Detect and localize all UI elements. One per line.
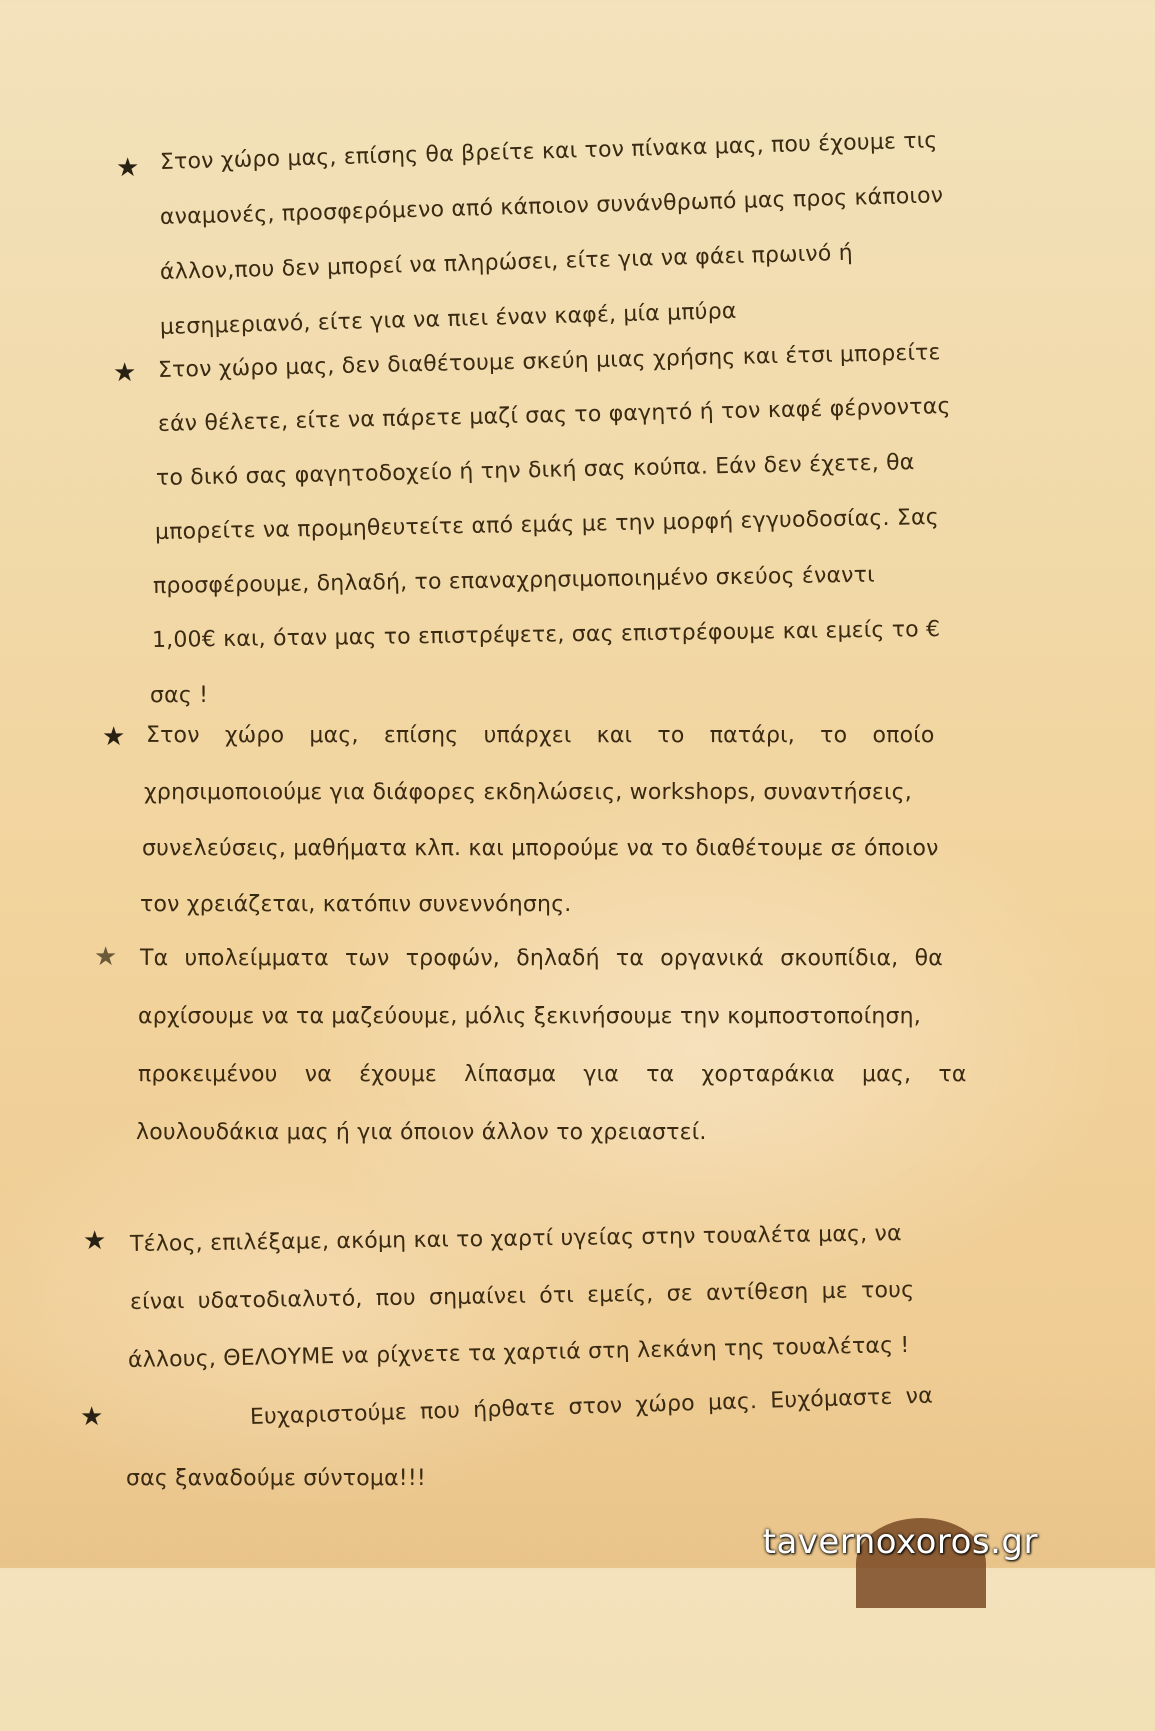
- text-line: χρησιμοποιούμε για διάφορες εκδηλώσεις, workshops, συναντήσεις,: [144, 780, 912, 805]
- text-line: αρχίσουμε να τα μαζεύουμε, μόλις ξεκινήσουμε την κομποστοποίηση,: [138, 1004, 921, 1029]
- text-line: Τέλος, επιλέξαμε, ακόμη και το χαρτί υγείας στην τουαλέτα μας, να: [129, 1221, 902, 1257]
- text-line: Στον χώρο μας, δεν διαθέτουμε σκεύη μιας χρήσης και έτσι μπορείτε: [157, 340, 941, 383]
- star-bullet-icon: ★: [80, 1402, 104, 1432]
- star-bullet-icon: ★: [102, 722, 126, 752]
- text-line: το δικό σας φαγητοδοχείο ή την δική σας κούπα. Εάν δεν έχετε, θα: [155, 450, 915, 491]
- text-line: προσφέρουμε, δηλαδή, το επαναχρησιμοποιημένο σκεύος έναντι: [152, 562, 875, 599]
- star-bullet-icon: ★: [113, 358, 137, 388]
- text-line: μπορείτε να προμηθευτείτε από εμάς με την μορφή εγγυοδοσίας. Σας: [154, 504, 940, 545]
- text-line: Στον χώρο μας, επίσης υπάρχει και το πατάρι, το οποίο: [146, 723, 935, 748]
- text-line: Τα υπολείμματα των τροφών, δηλαδή τα οργανικά σκουπίδια, θα: [140, 946, 943, 971]
- text-line: Στον χώρο μας, επίσης θα βρείτε και τον πίνακα μας, που έχουμε τις: [159, 128, 938, 175]
- text-line: μεσημεριανό, είτε για να πιει έναν καφέ, μία μπύρα: [159, 298, 737, 340]
- text-line: είναι υδατοδιαλυτό, που σημαίνει ότι εμείς, σε αντίθεση με τους: [129, 1277, 915, 1315]
- text-line: αναμονές, προσφερόμενο από κάποιον συνάνθρωπό μας προς κάποιον: [159, 183, 944, 230]
- text-line: τον χρειάζεται, κατόπιν συνεννόησης.: [140, 892, 572, 917]
- text-line: λουλουδάκια μας ή για όποιον άλλον το χρειαστεί.: [136, 1120, 707, 1145]
- text-line: Ευχαριστούμε που ήρθατε στον χώρο μας. Ευχόμαστε να: [249, 1383, 934, 1430]
- text-line: σας !: [150, 683, 209, 708]
- star-bullet-icon: ★: [94, 942, 118, 972]
- text-line: εάν θέλετε, είτε να πάρετε μαζί σας το φαγητό ή τον καφέ φέρνοντας: [157, 394, 951, 437]
- star-bullet-icon: ★: [83, 1226, 107, 1256]
- star-bullet-icon: ★: [116, 153, 140, 183]
- site-watermark: tavernoxoros.gr: [762, 1522, 1038, 1562]
- text-line: συνελεύσεις, μαθήματα κλπ. και μπορούμε να το διαθέτουμε σε όποιον: [142, 836, 939, 861]
- text-line: 1,00€ και, όταν μας το επιστρέψετε, σας επιστρέφουμε και εμείς το €: [151, 616, 941, 653]
- text-line: άλλους, ΘΕΛΟΥΜΕ να ρίχνετε τα χαρτιά στη λεκάνη της τουαλέτας !: [127, 1332, 910, 1373]
- text-line: άλλον,που δεν μπορεί να πληρώσει, είτε για να φάει πρωινό ή: [159, 240, 854, 285]
- text-line: σας ξαναδούμε σύντομα!!!: [126, 1466, 426, 1491]
- text-line: προκειμένου να έχουμε λίπασμα για τα χορταράκια μας, τα: [138, 1062, 967, 1087]
